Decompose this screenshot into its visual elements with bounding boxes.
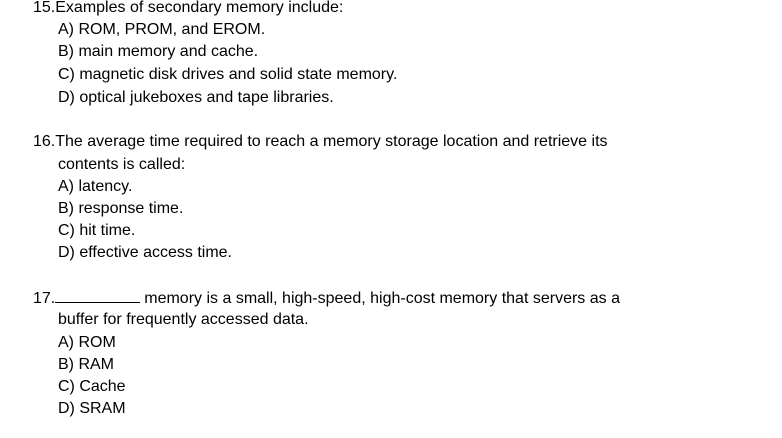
question-16-stem-1: The average time required to reach a memory storage location and retrieve its [55,133,608,150]
question-17-option-c: C) Cache [58,378,126,395]
question-16-option-c: C) hit time. [58,222,136,239]
question-17-option-b: B) RAM [58,356,114,373]
question-15-option-d: D) optical jukeboxes and tape libraries. [58,89,334,106]
question-16-number: 16. [33,133,56,150]
question-16-stem-line-1 [33,132,608,154]
question-17-option-a: A) ROM [58,334,116,351]
question-17-stem-line-2: buffer for frequently accessed data. [58,311,309,328]
question-15-option-b: B) main memory and cache. [58,43,259,60]
question-15-option-c: C) magnetic disk drives and solid state memory. [58,66,398,83]
question-16-option-a: A) latency. [58,178,133,195]
question-17-stem-1: memory is a small, high-speed, high-cost memory that servers as a [144,290,620,307]
question-17-number: 17. [33,290,56,307]
question-15-number: 15. [33,0,56,16]
question-16-stem-line-2: contents is called: [58,156,186,173]
question-15-stem: Examples of secondary memory include: [55,0,344,16]
question-16-option-b: B) response time. [58,200,184,217]
question-17-option-d: D) SRAM [58,400,126,417]
question-17-stem-line-1 [33,288,620,310]
question-15-stem-line [33,0,343,20]
question-15-option-a: A) ROM, PROM, and EROM. [58,21,266,38]
question-16-option-d: D) effective access time. [58,244,232,261]
answer-blank [55,288,140,303]
